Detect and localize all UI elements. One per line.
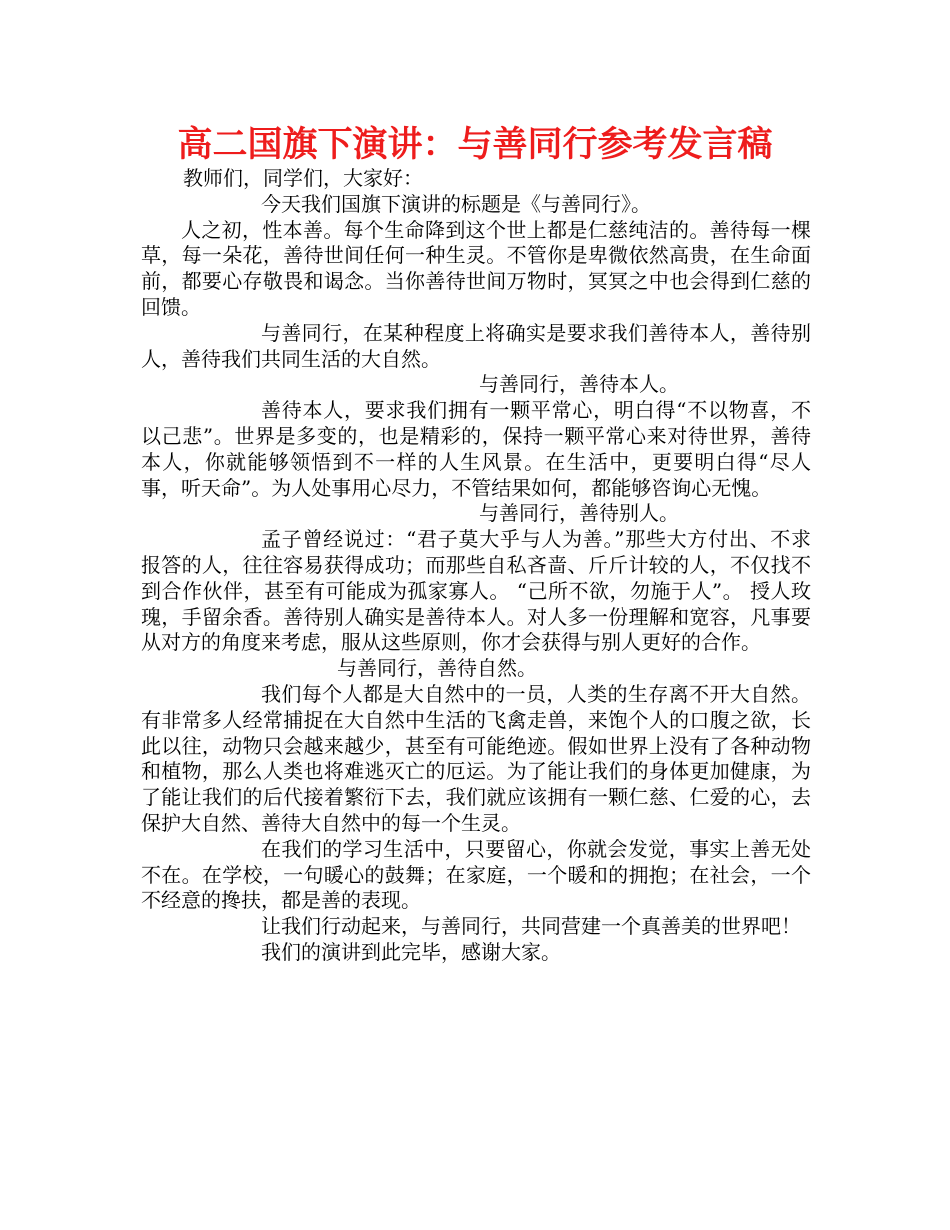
body-paragraph-7: 让我们行动起来，与善同行，共同营建一个真善美的世界吧！ bbox=[261, 914, 801, 939]
intro-paragraph: 今天我们国旗下演讲的标题是《与善同行》。 bbox=[261, 191, 651, 216]
document-title: 高二国旗下演讲：与善同行参考发言稿 bbox=[177, 125, 773, 165]
body-paragraph-2: 与善同行，在某种程度上将确实是要求我们善待本人，善待别人，善待我们共同生活的大自然。 bbox=[141, 320, 811, 371]
body-paragraph-1: 人之初，性本善。每个生命降到这个世上都是仁慈纯洁的。善待每一棵草，每一朵花，善待世间任何一种生灵。不管你是卑微依然高贵，在生命面前，都要心存敬畏和谒念。当你善待世间万物时，冥冥之中也会得到仁慈的回馈。 bbox=[141, 217, 811, 319]
subheading-self: 与善同行，善待本人。 bbox=[479, 372, 679, 397]
subheading-others: 与善同行，善待别人。 bbox=[479, 501, 679, 526]
body-paragraph-5: 我们每个人都是大自然中的一员，人类的生存离不开大自然。有非常多人经常捕捉在大自然中生活的飞禽走兽，来饱个人的口腹之欲，长此以往，动物只会越来越少，甚至有可能绝迹。假如世界上没有了各种动物和植物，那么人类也将难逃灭亡的厄运。为了能让我们的身体更加健康，为了能让我们的后代接着繁衍下去，我们就应该拥有一颗仁慈、仁爱的心，去保护大自然、善待大自然中的每一个生灵。 bbox=[141, 681, 811, 835]
body-paragraph-3: 善待本人，要求我们拥有一颗平常心，明白得“不以物喜，不以己悲”。世界是多变的，也是精彩的，保持一颗平常心来对待世界，善待本人，你就能够领悟到不一样的人生风景。在生活中，更要明白得“尽人事，听天命”。为人处事用心尽力，不管结果如何，都能够咨询心无愧。 bbox=[141, 398, 811, 500]
closing-paragraph: 我们的演讲到此完毕，感谢大家。 bbox=[261, 939, 561, 964]
body-paragraph-4: 孟子曾经说过：“君子莫大乎与人为善。”那些大方付出、不求报答的人，往往容易获得成功；而那些自私吝啬、斤斤计较的人，不仅找不到合作伙伴，甚至有可能成为孤家寡人。 “己所不欲，勿施于人”。 授人玫瑰，手留余香。善待别人确实是善待本人。对人多一份理解和宽容，凡事要从对方的角度来考虑，服从这些原则，你才会获得与别人更好的合作。 bbox=[141, 527, 811, 655]
subheading-nature: 与善同行，善待自然。 bbox=[337, 656, 537, 681]
document-body bbox=[141, 166, 811, 966]
greeting-paragraph: 教师们，同学们，大家好： bbox=[183, 166, 423, 190]
body-paragraph-6: 在我们的学习生活中，只要留心，你就会发觉，事实上善无处不在。在学校，一句暖心的鼓舞；在家庭，一个暖和的拥抱；在社会，一个不经意的搀扶，都是善的表现。 bbox=[141, 836, 811, 913]
